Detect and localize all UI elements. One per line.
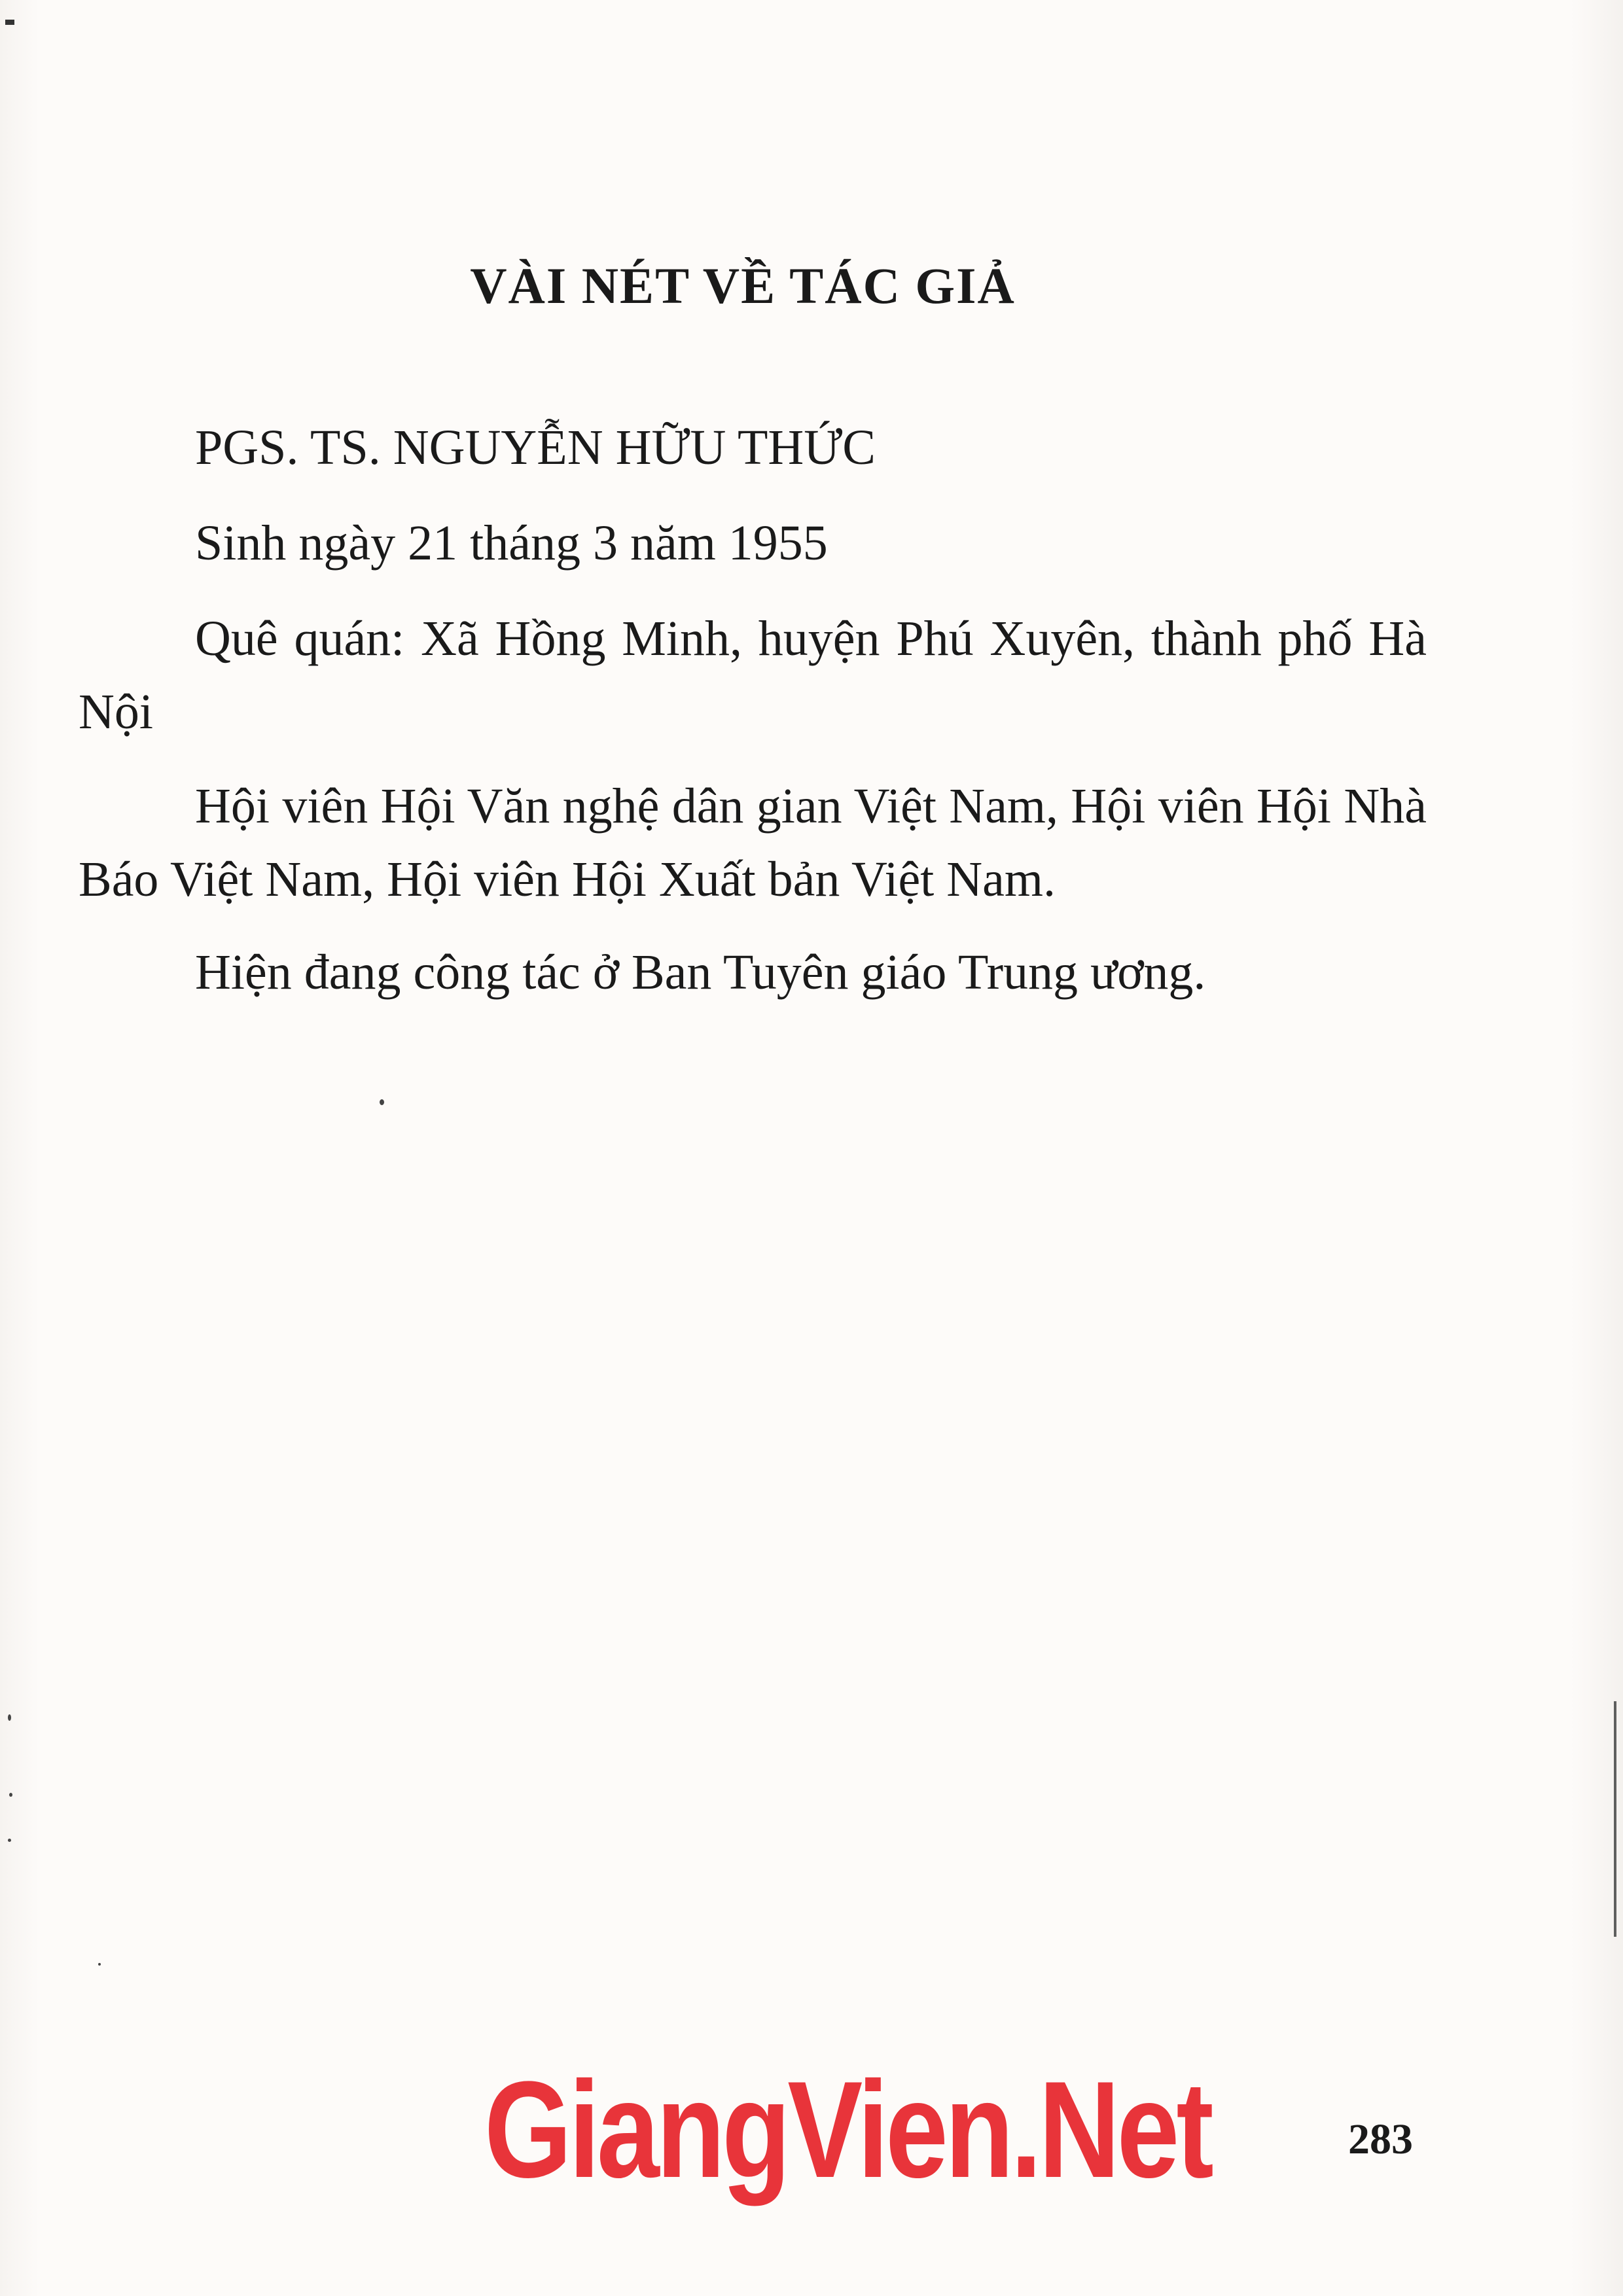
author-birth: Sinh ngày 21 tháng 3 năm 1955: [195, 516, 828, 571]
section-title: VÀI NÉT VỀ TÁC GIẢ: [470, 257, 1016, 315]
scan-speck: [8, 1839, 11, 1842]
scan-speck: [380, 1099, 384, 1105]
author-membership: Hội viên Hội Văn nghệ dân gian Việt Nam, Hội viên Hội Nhà Báo Việt Nam, Hội viên Hội Xuất bản Việt Nam.: [79, 779, 1427, 907]
author-name: PGS. TS. NGUYỄN HỮU THỨC: [195, 420, 876, 475]
scan-speck: [98, 1963, 101, 1966]
scan-speck: [8, 1714, 11, 1721]
page-number: 283: [1348, 2115, 1413, 2163]
page-edge-shadow: [1614, 1701, 1616, 1937]
scan-speck: [9, 1793, 12, 1797]
author-work: Hiện đang công tác ở Ban Tuyên giáo Trung ương.: [195, 945, 1206, 1000]
site-watermark: GiangVien.Net: [484, 2053, 1211, 2206]
scan-mark: [5, 20, 14, 25]
author-hometown: Quê quán: Xã Hồng Minh, huyện Phú Xuyên, thành phố Hà Nội: [79, 611, 1427, 739]
